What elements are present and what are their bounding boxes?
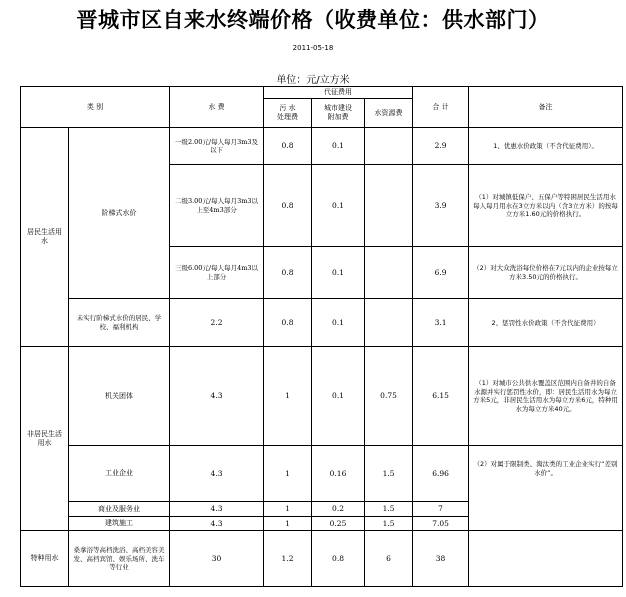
commerce-water: 4.3: [170, 502, 264, 517]
non-tiered-total: 3.1: [413, 299, 469, 347]
tier1-resource: [365, 128, 413, 165]
table-row: [21, 128, 623, 165]
remark-6: （2）对属于限制类、淘汰类的工业企业实行“差别水价”。: [469, 446, 623, 531]
unit-label: 单位：元/立方米: [276, 75, 350, 86]
industry-label: 工业企业: [69, 446, 170, 502]
tier3-city: 0.1: [312, 247, 365, 299]
tier3-resource: [365, 247, 413, 299]
construction-total: 7.05: [413, 517, 469, 531]
group-non-residential: 非居民生活用水: [21, 347, 69, 531]
tier1-total: 2.9: [413, 128, 469, 165]
group-special: 特种用水: [21, 531, 69, 587]
construction-resource: 1.5: [365, 517, 413, 531]
tier2-total: 3.9: [413, 165, 469, 247]
industry-water: 4.3: [170, 446, 264, 502]
group-residential: 居民生活用水: [21, 128, 69, 347]
remark-3: （2）对大众洗浴每位价格在7元以内的企业按每立方米3.50元的价格执行。: [469, 247, 623, 299]
industry-city: 0.16: [312, 446, 365, 502]
table-row: [21, 531, 623, 587]
industry-resource: 1.5: [365, 446, 413, 502]
special-resource: 6: [365, 531, 413, 587]
special-water: 30: [170, 531, 264, 587]
construction-city: 0.25: [312, 517, 365, 531]
gov-water: 4.3: [170, 347, 264, 446]
header-agency-fees: 代征费用: [264, 87, 413, 99]
special-sewage: 1.2: [264, 531, 312, 587]
special-label: 桑拿浴等高档洗浴、高档美容美发、高档宾馆、娱乐场所、洗车等行业: [69, 531, 170, 587]
construction-sewage: 1: [264, 517, 312, 531]
header-water-fee: 水 费: [170, 87, 264, 128]
commerce-sewage: 1: [264, 502, 312, 517]
construction-water: 4.3: [170, 517, 264, 531]
table-row: [21, 299, 623, 347]
price-table: [20, 86, 623, 587]
commerce-total: 7: [413, 502, 469, 517]
commerce-resource: 1.5: [365, 502, 413, 517]
header-resource: 水资源费: [365, 99, 413, 128]
header-city-fee: 城市建设 附加费: [312, 99, 365, 128]
tier1-city: 0.1: [312, 128, 365, 165]
special-city: 0.8: [312, 531, 365, 587]
special-total: 38: [413, 531, 469, 587]
tier2-resource: [365, 165, 413, 247]
tier2-fee: 二级3.00元/每人每月3m3以上至4m3部分: [170, 165, 264, 247]
tier2-sewage: 0.8: [264, 165, 312, 247]
header-total: 合 计: [413, 87, 469, 128]
gov-resource: 0.75: [365, 347, 413, 446]
gov-sewage: 1: [264, 347, 312, 446]
remark-5: （1）对城市公共供水覆盖区范围内自备井的自备水源并实行惩罚性水价，即：居民生活用水为每立方米5元，非居民生活用水为每立方米6元，特种用水为每立方米40元。: [469, 347, 623, 446]
commerce-label: 商业及服务业: [69, 502, 170, 517]
header-category: 类 别: [21, 87, 170, 128]
non-tiered-sewage: 0.8: [264, 299, 312, 347]
non-tiered-resource: [365, 299, 413, 347]
tier1-fee: 一级2.00元/每人每月3m3及以下: [170, 128, 264, 165]
tier3-fee: 三级6.00元/每人每月4m3以上部分: [170, 247, 264, 299]
gov-label: 机关团体: [69, 347, 170, 446]
remark-4: 2、惩罚性水价政策（不含代征费用）: [469, 299, 623, 347]
page-title: 晋城市区自来水终端价格（收费单位：供水部门）: [76, 7, 550, 32]
date-label: 2011-05-18: [292, 44, 334, 52]
remark-2: （1）对城镇低保户、五保户等特困居民生活用水每人每月用水在3立方米以内（含3立方米）的按每立方米1.60元的价格执行。: [469, 165, 623, 247]
tier2-city: 0.1: [312, 165, 365, 247]
non-tiered-label: 未实行阶梯式水价的居民、学校、福利机构: [69, 299, 170, 347]
table-row: [21, 446, 623, 502]
tier1-sewage: 0.8: [264, 128, 312, 165]
tier3-total: 6.9: [413, 247, 469, 299]
non-tiered-city: 0.1: [312, 299, 365, 347]
gov-total: 6.15: [413, 347, 469, 446]
header-remarks: 备注: [469, 87, 623, 128]
remark-1: 1、优惠水价政策（不含代征费用）。: [469, 128, 623, 165]
header-sewage: 污 水 处理费: [264, 99, 312, 128]
gov-city: 0.1: [312, 347, 365, 446]
remark-empty: [469, 531, 623, 587]
tier3-sewage: 0.8: [264, 247, 312, 299]
commerce-city: 0.2: [312, 502, 365, 517]
construction-label: 建筑施工: [69, 517, 170, 531]
industry-sewage: 1: [264, 446, 312, 502]
table-row: [21, 347, 623, 446]
tiered-pricing-label: 阶梯式水价: [69, 128, 170, 299]
industry-total: 6.96: [413, 446, 469, 502]
non-tiered-water: 2.2: [170, 299, 264, 347]
